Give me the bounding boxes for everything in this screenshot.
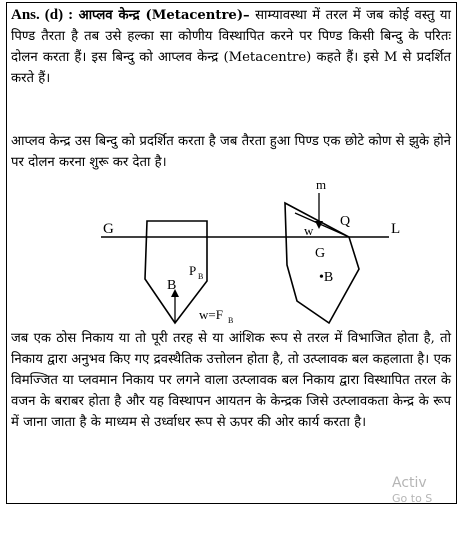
label-g-right: G — [315, 246, 326, 261]
answer-box — [6, 2, 457, 504]
label-w-right: w — [304, 223, 314, 238]
watermark-line-2: Go to S — [392, 492, 433, 505]
label-weight-sub: B — [228, 316, 234, 325]
buoyancy-paragraph: जब एक ठोस निकाय या तो पूरी तरह से या आंशिक रूप से तरल में विभाजित होता है, तो निकाय द्वारा अनुभव किए गए द्रवस्थैतिक उत्तोलन होता है, तो उत्प्लावक बल कहलाता है। एक विमज्जित या प्लवमान निकाय पर लगने वाला उत्प्लावक बल निकाय द्वारा विस्थापित तरल के वजन के बराबर होता है और यह विस्थापन आयतन के केन्द्रक जिसे उत्प्लावकता केन्द्र के रूप में जाना जाता है के माध्यम से उर्ध्वाधर रूप से ऊपर की ओर कार्य करता है। — [11, 331, 451, 430]
label-q: Q — [340, 214, 351, 229]
answer-title: आप्लव केन्द्र (Metacentre)– — [78, 8, 250, 23]
answer-intro-paragraph — [11, 5, 451, 89]
metacentre-diagram — [7, 173, 455, 333]
metacentre-description: आप्लव केन्द्र उस बिन्दु को प्रदर्शित करता है जब तैरता हुआ पिण्ड एक छोटे कोण से झुके होने पर दोलन करना शुरू कर देता है। — [11, 134, 451, 170]
answer-intro-text: साम्यावस्था में तरल में जब कोई वस्तु या पिण्ड तैरता है तब उसे हल्का सा कोणीय विस्थापित करने पर पिण्ड किसी बिन्दु के परितः दोलन करता हैं। इस बिन्दु को आप्लव केन्द्र (Metacentre) कहते हैं। इसे M से प्रदर्शित करते हैं। — [11, 8, 451, 86]
label-p-sub: B — [198, 272, 204, 281]
label-b-right: •B — [319, 270, 334, 285]
label-b-left: B — [167, 278, 177, 293]
watermark-line-1: Activ — [392, 475, 427, 491]
label-weight: w=F — [199, 307, 223, 322]
label-g-left: G — [103, 221, 114, 237]
activation-watermark — [392, 474, 462, 506]
answer-label: Ans. (d) : — [11, 7, 74, 23]
label-m: m — [316, 177, 327, 192]
label-l: L — [391, 221, 401, 237]
label-p: P — [189, 263, 197, 278]
